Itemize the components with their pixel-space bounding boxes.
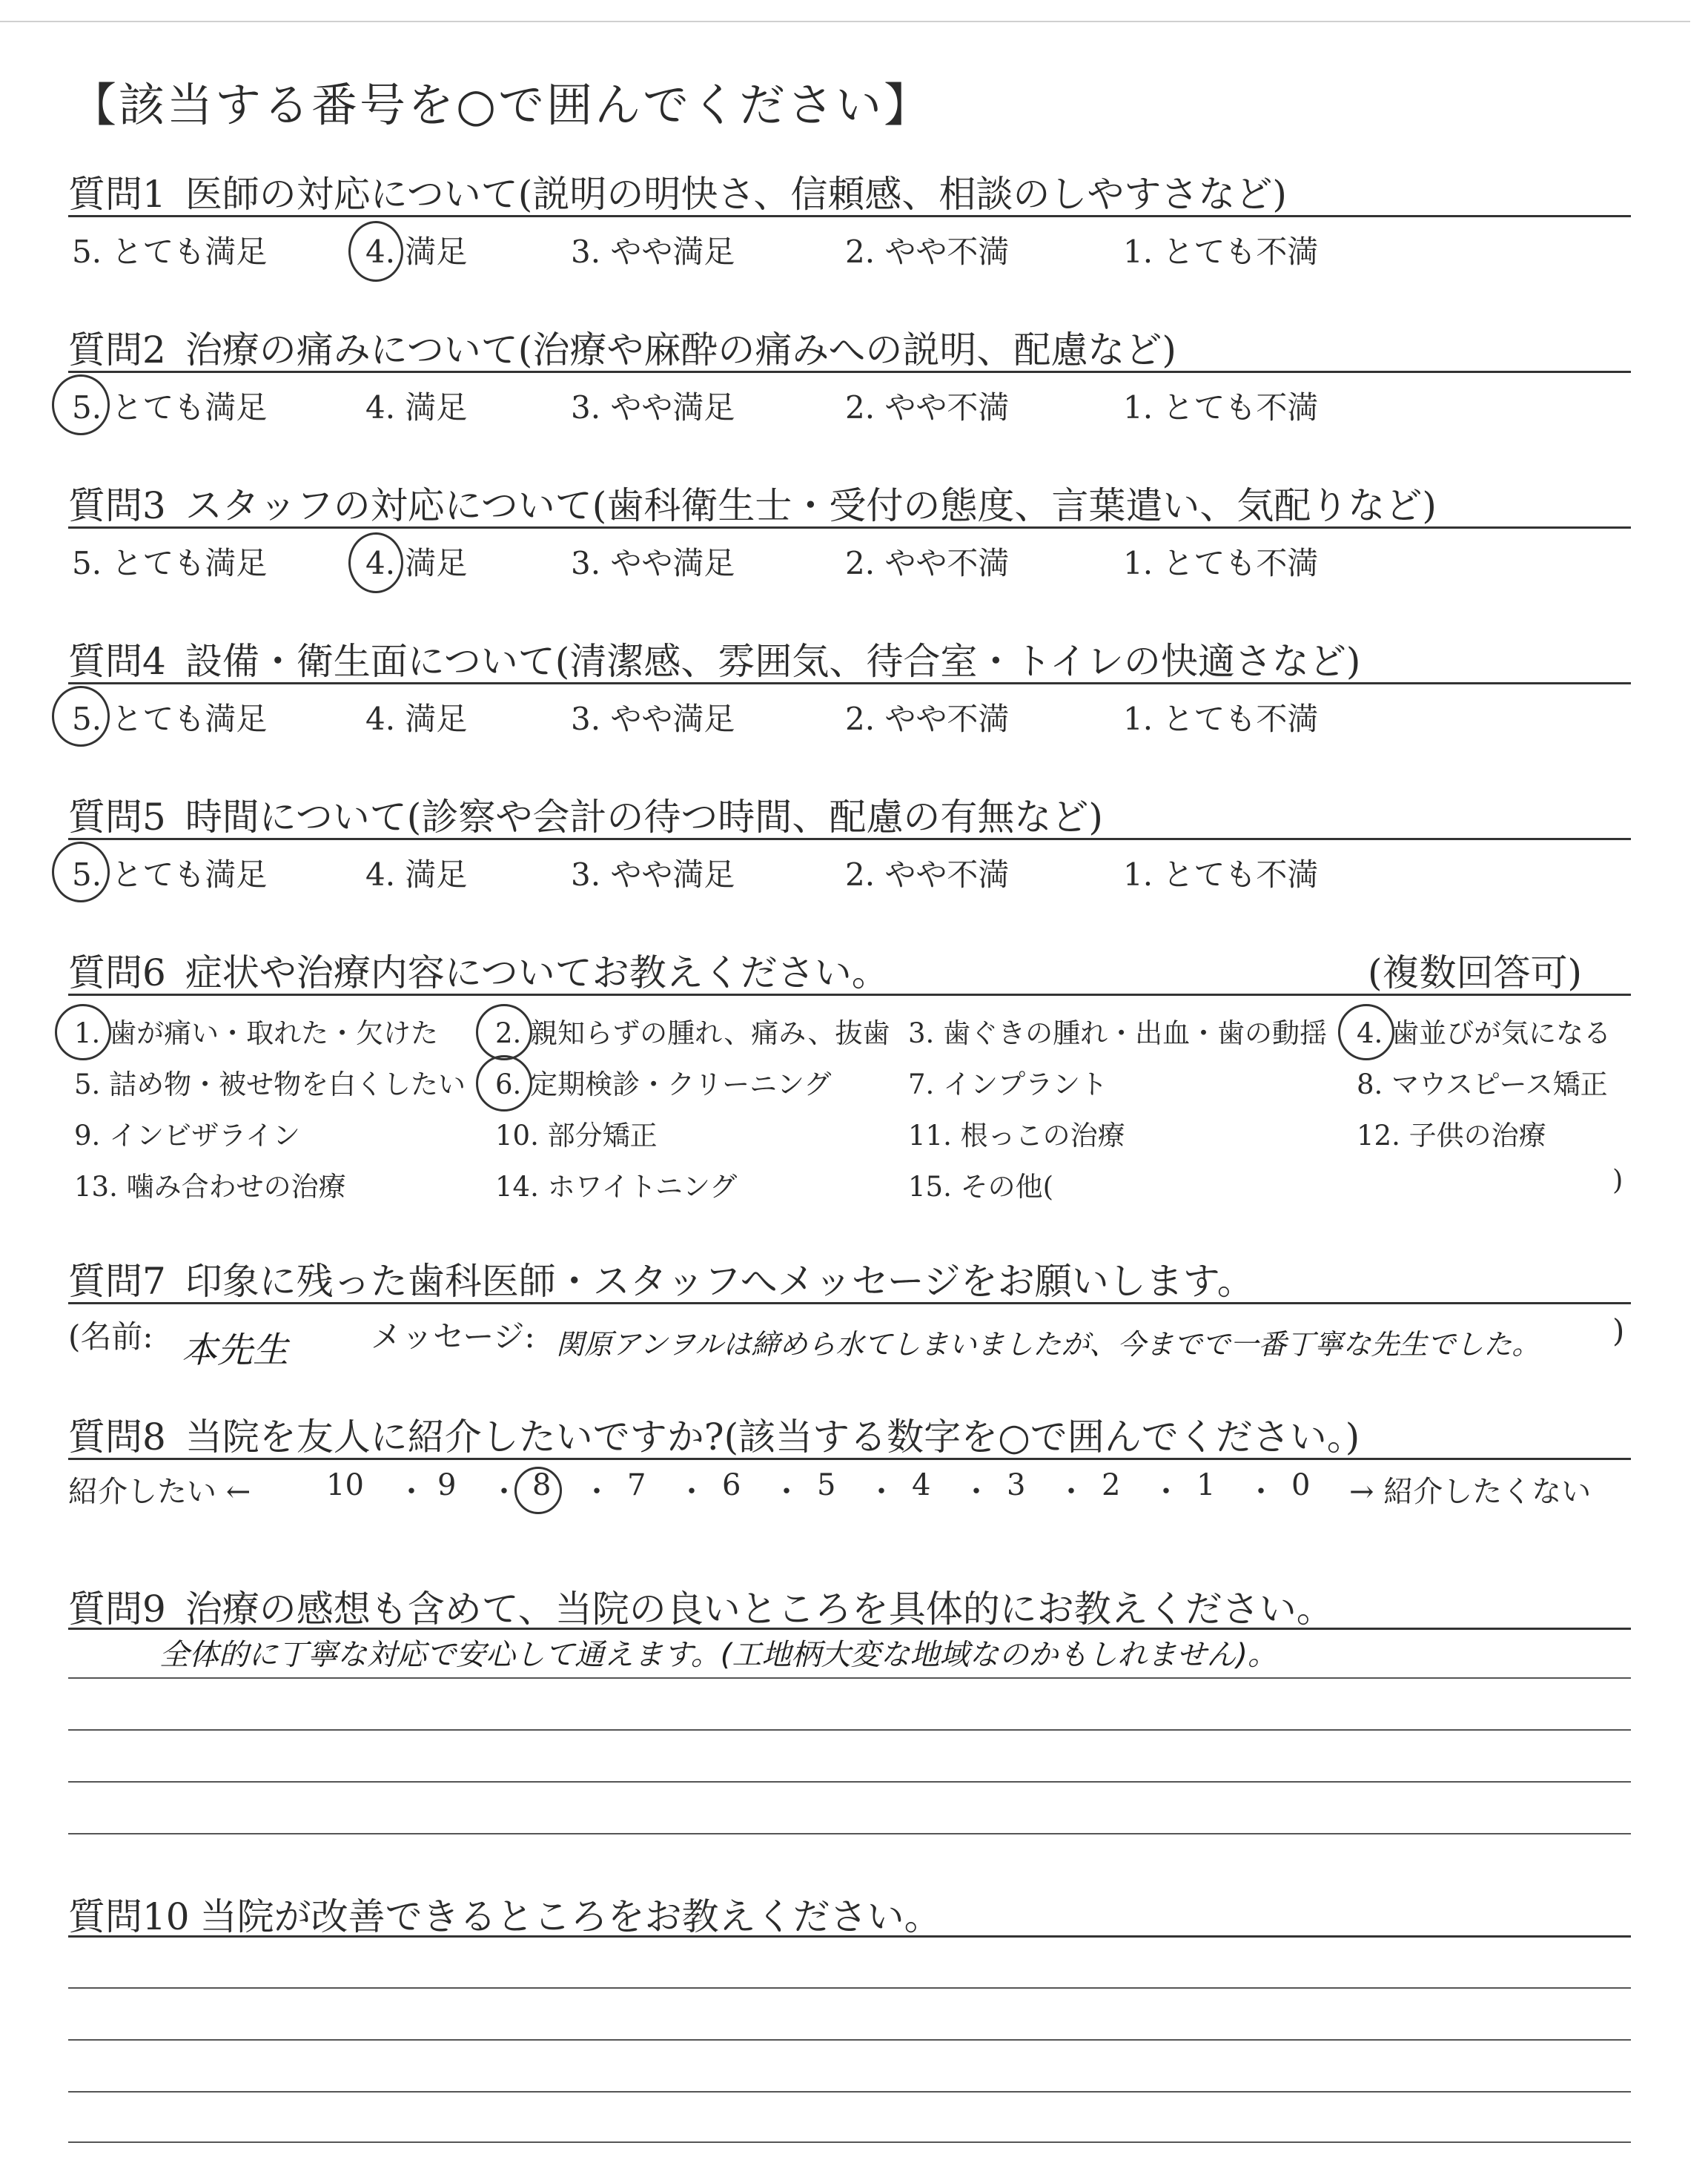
q2-option-3[interactable]: 3. やや満足 (571, 389, 735, 426)
q2-option-5[interactable]: 5. とても満足 (72, 389, 268, 426)
top-edge (0, 21, 1690, 22)
q4-option-4[interactable]: 4. 満足 (365, 701, 468, 737)
q1-option-4[interactable]: 4. 満足 (365, 234, 468, 270)
q1-heading (68, 165, 1287, 218)
q10-answer-line[interactable] (68, 2091, 1631, 2093)
q9-answer-line (68, 1833, 1631, 1834)
q8-dot: ・ (772, 1475, 801, 1509)
q4-rule (68, 682, 1631, 684)
q6-option-2[interactable]: 2. 親知らずの腫れ、痛み、抜歯 (495, 1017, 890, 1049)
q6-option-15[interactable]: 15. その他( (908, 1171, 1054, 1203)
q3-option-2[interactable]: 2. やや不満 (845, 545, 1010, 581)
q8-rule (68, 1458, 1631, 1460)
q8-dot: ・ (1246, 1475, 1276, 1509)
q8-score-3[interactable]: 3 (1007, 1468, 1026, 1502)
q5-option-4[interactable]: 4. 満足 (365, 856, 468, 893)
q6-text: 症状や治療内容についてお教えください。 (185, 951, 889, 994)
q8-dot: ・ (489, 1475, 519, 1509)
q1-selection-circle (348, 221, 403, 282)
q8-dot: ・ (961, 1475, 991, 1509)
q9-rule (68, 1628, 1631, 1630)
q8-dot: ・ (397, 1475, 426, 1509)
q3-text: スタッフの対応について(歯科衛生士・受付の態度、言葉遣い、気配りなど) (185, 484, 1437, 527)
q6-note: (複数回答可) (1368, 951, 1583, 994)
q4-option-3[interactable]: 3. やや満足 (571, 701, 735, 737)
q6-option-13[interactable]: 13. 噛み合わせの治療 (74, 1171, 346, 1203)
form-title: 【該当する番号を○で囲んでください】 (70, 78, 933, 132)
q8-score-10[interactable]: 10 (326, 1468, 364, 1502)
q6-label: 質問6 (68, 951, 166, 994)
q4-label: 質問4 (68, 640, 166, 683)
q8-heading (68, 1407, 1360, 1461)
q8-score-9[interactable]: 9 (437, 1468, 457, 1502)
q1-option-1[interactable]: 1. とても不満 (1123, 234, 1319, 270)
q6-option-15-close: ) (1612, 1164, 1623, 1196)
q4-text: 設備・衛生面について(清潔感、雰囲気、待合室・トイレの快適さなど) (185, 640, 1361, 683)
q8-score-1[interactable]: 1 (1196, 1468, 1216, 1502)
q10-answer-line[interactable] (68, 1987, 1631, 1989)
q2-selection-circle (52, 374, 110, 435)
q8-score-7[interactable]: 7 (627, 1468, 646, 1502)
q1-option-2[interactable]: 2. やや不満 (845, 234, 1010, 270)
q5-text: 時間について(診察や会計の待つ時間、配慮の有無など) (185, 796, 1103, 839)
q3-option-5[interactable]: 5. とても満足 (72, 545, 268, 581)
q6-option-11[interactable]: 11. 根っこの治療 (908, 1120, 1125, 1152)
q4-option-2[interactable]: 2. やや不満 (845, 701, 1010, 737)
q10-text: 当院が改善できるところをお教えください。 (199, 1895, 941, 1938)
q5-option-1[interactable]: 1. とても不満 (1123, 856, 1319, 893)
q5-option-2[interactable]: 2. やや不満 (845, 856, 1010, 893)
q3-option-1[interactable]: 1. とても不満 (1123, 545, 1319, 581)
q8-text: 当院を友人に紹介したいですか?(該当する数字を○で囲んでください。) (185, 1416, 1360, 1459)
q10-answer-line[interactable] (68, 2141, 1631, 2143)
q6-selection-circle-1 (55, 1004, 111, 1060)
q6-option-3[interactable]: 3. 歯ぐきの腫れ・出血・歯の動揺 (908, 1017, 1328, 1049)
q9-answer[interactable]: 全体的に丁寧な対応で安心して通えます。(工地柄大変な地域なのかもしれません)。 (159, 1638, 1278, 1672)
q3-option-4[interactable]: 4. 満足 (365, 545, 468, 581)
q5-heading (68, 787, 1103, 841)
q2-option-2[interactable]: 2. やや不満 (845, 389, 1010, 426)
q3-option-3[interactable]: 3. やや満足 (571, 545, 735, 581)
q10-label: 質問10 (68, 1895, 190, 1938)
q7-text: 印象に残った歯科医師・スタッフへメッセージをお願いします。 (185, 1260, 1254, 1303)
q2-label: 質問2 (68, 328, 166, 371)
q5-rule (68, 838, 1631, 840)
q2-text: 治療の痛みについて(治療や麻酔の痛みへの説明、配慮など) (185, 328, 1176, 371)
q9-text: 治療の感想も含めて、当院の良いところを具体的にお教えください。 (185, 1588, 1334, 1631)
q6-selection-circle-4 (1338, 1004, 1394, 1060)
q10-heading (68, 1887, 941, 1941)
q6-heading (68, 943, 889, 997)
q8-label: 質問8 (68, 1416, 166, 1459)
q7-rule (68, 1302, 1631, 1304)
q2-rule (68, 371, 1631, 373)
q3-selection-circle (348, 532, 403, 593)
q6-option-6[interactable]: 6. 定期検診・クリーニング (495, 1069, 832, 1100)
q4-heading (68, 632, 1360, 685)
q3-rule (68, 526, 1631, 529)
q8-dot: ・ (1056, 1475, 1086, 1509)
q9-answer-line (68, 1729, 1631, 1731)
q8-dot: ・ (867, 1475, 896, 1509)
q4-selection-circle (52, 686, 110, 747)
q7-message-value[interactable]: 関原アンヲルは締めら水てしまいましたが、今までで一番丁寧な先生でした。 (556, 1328, 1540, 1361)
q6-option-9[interactable]: 9. インビザライン (74, 1120, 300, 1152)
q2-option-4[interactable]: 4. 満足 (365, 389, 468, 426)
q6-option-7[interactable]: 7. インプラント (908, 1069, 1108, 1100)
q9-label: 質問9 (68, 1588, 166, 1631)
q6-option-4[interactable]: 4. 歯並びが気になる (1357, 1017, 1612, 1049)
q6-rule (68, 994, 1631, 996)
q5-label: 質問5 (68, 796, 166, 839)
q8-right-label: → 紹介したくない (1349, 1475, 1592, 1509)
q10-rule (68, 1935, 1631, 1938)
q5-option-3[interactable]: 3. やや満足 (571, 856, 735, 893)
q8-score-4[interactable]: 4 (912, 1468, 931, 1502)
q4-option-5[interactable]: 5. とても満足 (72, 701, 268, 737)
q8-selection-circle (514, 1467, 562, 1514)
q6-option-10[interactable]: 10. 部分矯正 (495, 1120, 658, 1152)
q6-selection-circle-6 (476, 1055, 532, 1112)
q8-score-2[interactable]: 2 (1102, 1468, 1121, 1502)
q6-option-1[interactable]: 1. 歯が痛い・取れた・欠けた (74, 1017, 439, 1049)
q2-heading (68, 320, 1176, 374)
q5-selection-circle (52, 842, 110, 902)
q8-dot: ・ (582, 1475, 612, 1509)
q9-heading (68, 1579, 1334, 1633)
q1-rule (68, 215, 1631, 217)
q8-score-0[interactable]: 0 (1291, 1468, 1311, 1502)
q8-dot: ・ (1151, 1475, 1181, 1509)
q8-dot: ・ (677, 1475, 706, 1509)
q7-name-value[interactable]: 本先生 (182, 1330, 289, 1371)
q7-close-paren: ) (1612, 1312, 1625, 1349)
q7-label: 質問7 (68, 1260, 166, 1303)
q6-selection-circle-2 (476, 1004, 532, 1060)
q8-score-6[interactable]: 6 (722, 1468, 741, 1502)
q7-message-label: メッセージ: (371, 1318, 535, 1355)
q8-score-5[interactable]: 5 (817, 1468, 836, 1502)
q7-heading (68, 1252, 1254, 1305)
q9-answer-line (68, 1781, 1631, 1783)
q8-score-8[interactable]: 8 (532, 1468, 552, 1502)
q5-option-5[interactable]: 5. とても満足 (72, 856, 268, 893)
q9-answer-line (68, 1677, 1631, 1679)
q7-name-label: (名前: (68, 1318, 153, 1355)
q6-option-12[interactable]: 12. 子供の治療 (1357, 1120, 1546, 1152)
q4-option-1[interactable]: 1. とても不満 (1123, 701, 1319, 737)
q1-text: 医師の対応について(説明の明快さ、信頼感、相談のしやすさなど) (185, 173, 1287, 216)
q3-label: 質問3 (68, 484, 166, 527)
q1-label: 質問1 (68, 173, 166, 216)
q3-heading (68, 476, 1437, 529)
q8-left-label: 紹介したい ← (68, 1475, 251, 1509)
q1-option-3[interactable]: 3. やや満足 (571, 234, 735, 270)
q2-option-1[interactable]: 1. とても不満 (1123, 389, 1319, 426)
q1-option-5[interactable]: 5. とても満足 (72, 234, 268, 270)
q6-option-14[interactable]: 14. ホワイトニング (495, 1171, 738, 1203)
q6-option-8[interactable]: 8. マウスピース矯正 (1357, 1069, 1608, 1100)
q10-answer-line[interactable] (68, 2039, 1631, 2041)
q6-option-5[interactable]: 5. 詰め物・被せ物を白くしたい (74, 1069, 466, 1100)
